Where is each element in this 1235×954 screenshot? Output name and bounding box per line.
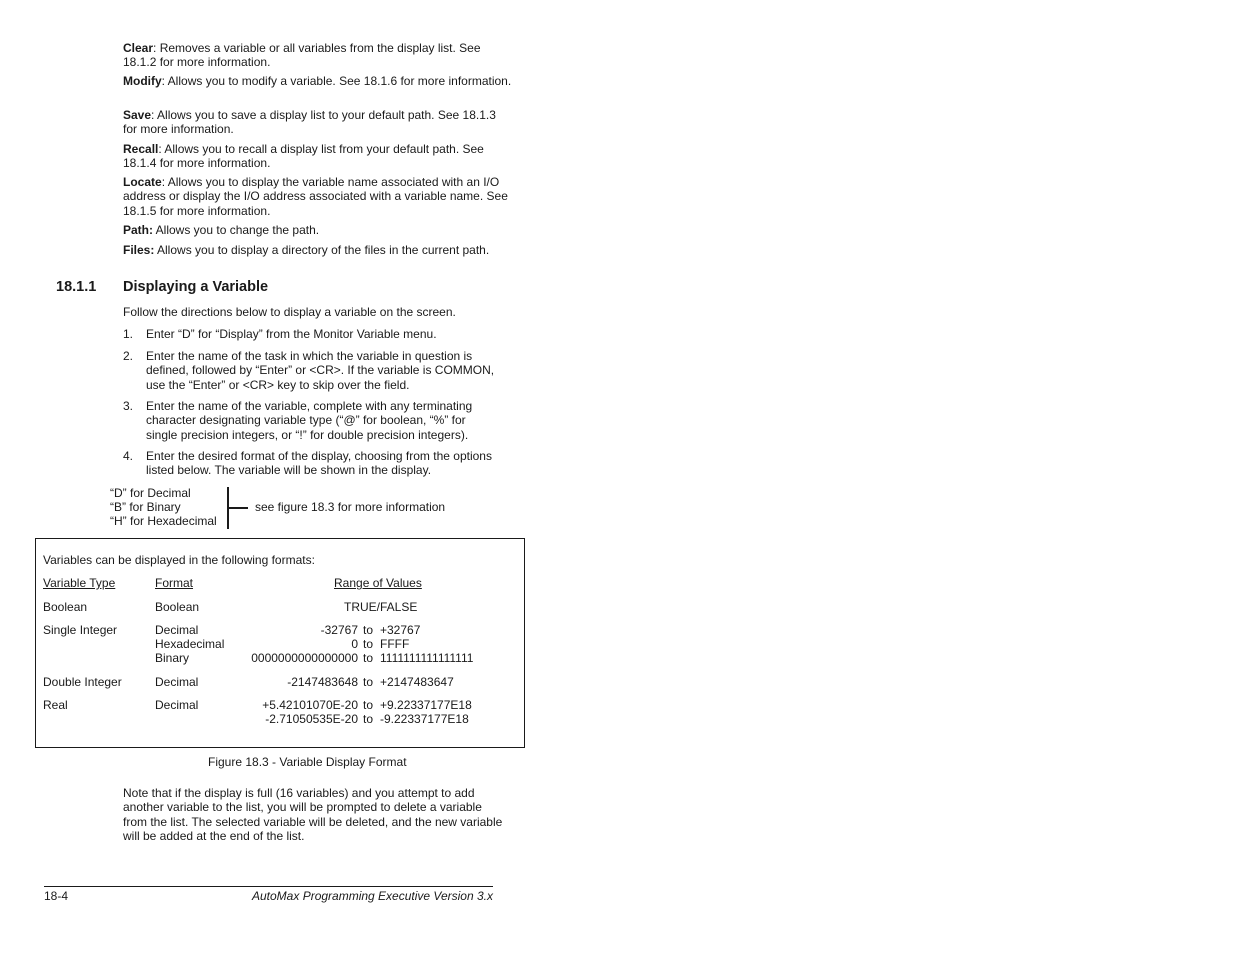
section-intro: Follow the directions below to display a variable on the screen. xyxy=(123,305,456,319)
definition-text: Allows you to change the path. xyxy=(153,223,320,237)
range-from: 0 xyxy=(351,637,358,651)
definition-text: : Allows you to save a display list to your default path. See 18.1.3 for more information. xyxy=(123,108,496,137)
definition-locate xyxy=(123,175,513,218)
range-to: to xyxy=(363,623,374,637)
range-from: +5.42101070E-20 xyxy=(262,698,358,712)
definition-recall xyxy=(123,142,513,171)
range-upper: 1111111111111111 xyxy=(380,651,474,665)
definition-text: : Allows you to recall a display list from your default path. See 18.1.4 for more information. xyxy=(123,142,484,171)
note-paragraph: Note that if the display is full (16 variables) and you attempt to add another variable to the list, you will be prompted to delete a variable from the list. The selected variable will be deleted, and the new variable will be added at the end of the list. xyxy=(123,786,503,843)
range-upper: +2147483647 xyxy=(380,675,454,689)
type-double-integer: Double Integer xyxy=(43,675,122,689)
definition-term: Path: xyxy=(123,223,153,237)
definition-text: Allows you to display a directory of the files in the current path. xyxy=(154,243,490,257)
step-number: 4. xyxy=(123,449,134,463)
type-real: Real xyxy=(43,698,68,712)
step-number: 3. xyxy=(123,399,134,413)
section-title: Displaying a Variable xyxy=(123,279,269,295)
definition-path xyxy=(123,223,513,237)
footer-rule xyxy=(44,886,493,887)
page-number: 18-4 xyxy=(44,889,69,903)
range-upper: +32767 xyxy=(380,623,421,637)
range-from: 0000000000000000 xyxy=(251,651,358,665)
step-text: Enter the desired format of the display, choosing from the options listed below. The variable will be shown in the display. xyxy=(146,449,492,478)
format-hexadecimal: Hexadecimal xyxy=(155,637,225,651)
range-to: to xyxy=(363,698,374,712)
format-binary: Binary xyxy=(155,651,190,665)
range-from: -2.71050535E-20 xyxy=(265,712,358,726)
bracket-pointer xyxy=(229,507,248,509)
definition-term: Locate xyxy=(123,175,162,189)
format-decimal: Decimal xyxy=(155,675,199,689)
format-decimal: Decimal xyxy=(155,698,199,712)
definition-clear xyxy=(123,41,513,70)
figure-caption: Figure 18.3 - Variable Display Format xyxy=(208,755,407,769)
definition-term: Files: xyxy=(123,243,155,257)
type-boolean: Boolean xyxy=(43,600,88,614)
format-note: see figure 18.3 for more information xyxy=(255,500,446,514)
document-title: AutoMax Programming Executive Version 3.x xyxy=(252,889,493,903)
definition-term: Save xyxy=(123,108,152,122)
format-decimal: Decimal xyxy=(155,623,199,637)
range-to: to xyxy=(363,675,374,689)
section-number: 18.1.1 xyxy=(56,279,97,295)
step-number: 1. xyxy=(123,327,134,341)
range-upper: FFFF xyxy=(380,637,410,651)
definition-text: : Allows you to modify a variable. See 18.1.6 for more information. xyxy=(161,74,512,88)
range-from: -2147483648 xyxy=(287,675,358,689)
step-text: Enter the name of the variable, complete with any terminating character designating variable type (“@” for boolean, “%” for single precision integers, or “!” for double precision integers). xyxy=(146,399,473,442)
format-option-binary: “B” for Binary xyxy=(110,500,181,514)
definition-term: Recall xyxy=(123,142,159,156)
format-option-hex: “H” for Hexadecimal xyxy=(110,514,217,528)
step-text: Enter the name of the task in which the variable in question is defined, followed by “Enter” or <CR>. If the variable is COMMON, use the “Enter” or <CR> key to skip over the field. xyxy=(146,349,495,392)
format-boolean: Boolean xyxy=(155,600,200,614)
range-to: to xyxy=(363,637,374,651)
header-variable-type: Variable Type xyxy=(43,576,116,590)
header-format: Format xyxy=(155,576,194,590)
range-upper: -9.22337177E18 xyxy=(380,712,469,726)
definition-modify xyxy=(123,74,513,88)
definition-term: Clear xyxy=(123,41,154,55)
figure-intro: Variables can be displayed in the following formats: xyxy=(43,553,315,567)
header-range: Range of Values xyxy=(334,576,422,590)
step-text: Enter “D” for “Display” from the Monitor Variable menu. xyxy=(146,327,437,341)
range-boolean: TRUE/FALSE xyxy=(344,600,418,614)
figure-18-3-box xyxy=(35,538,525,748)
range-from: -32767 xyxy=(320,623,358,637)
type-single-integer: Single Integer xyxy=(43,623,118,637)
range-to: to xyxy=(363,651,374,665)
range-to: to xyxy=(363,712,374,726)
definition-term: Modify xyxy=(123,74,162,88)
definition-text: : Allows you to display the variable name associated with an I/O address or display the I/O address associated with a variable name. See 18.1.5 for more information. xyxy=(123,175,508,218)
definition-text: : Removes a variable or all variables from the display list. See 18.1.2 for more information. xyxy=(123,41,481,70)
definition-files xyxy=(123,243,523,257)
step-number: 2. xyxy=(123,349,134,363)
format-option-decimal: “D” for Decimal xyxy=(110,486,191,500)
range-upper: +9.22337177E18 xyxy=(380,698,472,712)
definition-save xyxy=(123,108,513,137)
